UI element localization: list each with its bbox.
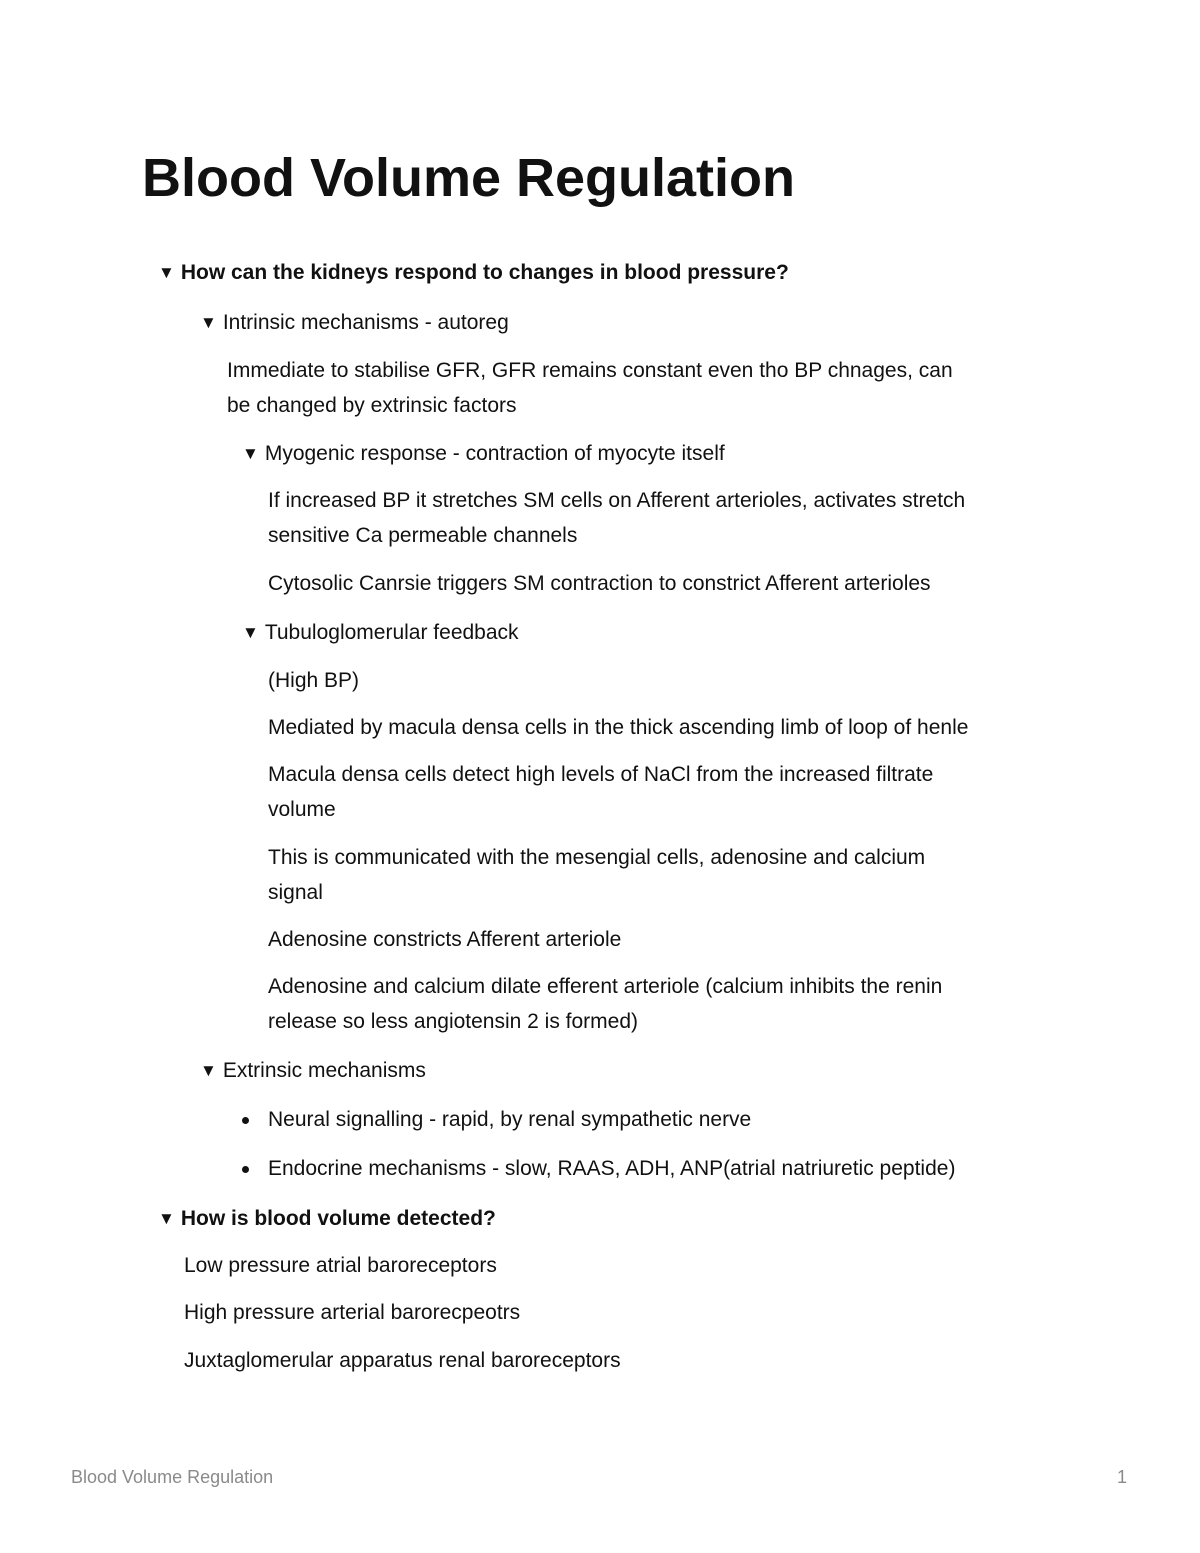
toggle-tubuloglomerular-feedback[interactable] xyxy=(242,615,519,650)
toggle-heading: How can the kidneys respond to changes in blood pressure? xyxy=(180,261,789,284)
toggle-heading: Intrinsic mechanisms - autoreg xyxy=(222,311,509,334)
paragraph-line: release so less angiotensin 2 is formed) xyxy=(268,1010,639,1033)
paragraph-line: Low pressure atrial baroreceptors xyxy=(184,1254,497,1277)
toggle-triangle-icon: ▼ xyxy=(242,444,259,463)
paragraph-line: This is communicated with the mesengial cells, adenosine and calcium xyxy=(268,846,926,869)
toggle-heading: How is blood volume detected? xyxy=(180,1207,496,1230)
paragraph-line: signal xyxy=(268,881,323,904)
paragraph-line: Adenosine constricts Afferent arteriole xyxy=(268,928,622,951)
paragraph-line: If increased BP it stretches SM cells on Afferent arterioles, activates stretch xyxy=(268,489,966,512)
toggle-intrinsic-mechanisms[interactable] xyxy=(200,305,509,340)
paragraph-line: Adenosine and calcium dilate efferent arteriole (calcium inhibits the renin xyxy=(268,975,943,998)
toggle-triangle-icon: ▼ xyxy=(158,263,175,282)
bullet-icon xyxy=(242,1166,249,1173)
paragraph-line: High pressure arterial barorecpeotrs xyxy=(184,1301,521,1324)
page-title: Blood Volume Regulation xyxy=(142,148,795,208)
toggle-question-blood-volume[interactable] xyxy=(158,1201,496,1236)
toggle-extrinsic-mechanisms[interactable] xyxy=(200,1053,426,1088)
list-item: Neural signalling - rapid, by renal sympathetic nerve xyxy=(268,1108,752,1131)
paragraph-line: volume xyxy=(268,798,336,821)
toggle-triangle-icon: ▼ xyxy=(158,1209,175,1228)
footer-title: Blood Volume Regulation xyxy=(71,1467,274,1487)
paragraph-line: Immediate to stabilise GFR, GFR remains constant even tho BP chnages, can xyxy=(227,359,953,382)
toggle-myogenic-response[interactable] xyxy=(242,436,725,471)
toggle-triangle-icon: ▼ xyxy=(200,1061,217,1080)
bullet-icon xyxy=(242,1117,249,1124)
toggle-heading: Myogenic response - contraction of myocyte itself xyxy=(264,442,725,465)
toggle-heading: Extrinsic mechanisms xyxy=(222,1059,426,1082)
paragraph-line: Juxtaglomerular apparatus renal baroreceptors xyxy=(184,1349,621,1372)
paragraph-line: Macula densa cells detect high levels of NaCl from the increased filtrate xyxy=(268,763,934,786)
toggle-triangle-icon: ▼ xyxy=(242,623,259,642)
toggle-heading: Tubuloglomerular feedback xyxy=(264,621,519,644)
paragraph-line: be changed by extrinsic factors xyxy=(227,394,517,417)
page-number: 1 xyxy=(1117,1467,1128,1487)
list-item: Endocrine mechanisms - slow, RAAS, ADH, ANP(atrial natriuretic peptide) xyxy=(268,1157,956,1180)
paragraph-line: sensitive Ca permeable channels xyxy=(268,524,578,547)
paragraph-line: Mediated by macula densa cells in the thick ascending limb of loop of henle xyxy=(268,716,969,739)
toggle-question-kidneys[interactable] xyxy=(158,255,789,290)
paragraph-line: Cytosolic Canrsie triggers SM contraction to constrict Afferent arterioles xyxy=(268,572,931,595)
toggle-triangle-icon: ▼ xyxy=(200,313,217,332)
paragraph-line: (High BP) xyxy=(268,669,360,692)
